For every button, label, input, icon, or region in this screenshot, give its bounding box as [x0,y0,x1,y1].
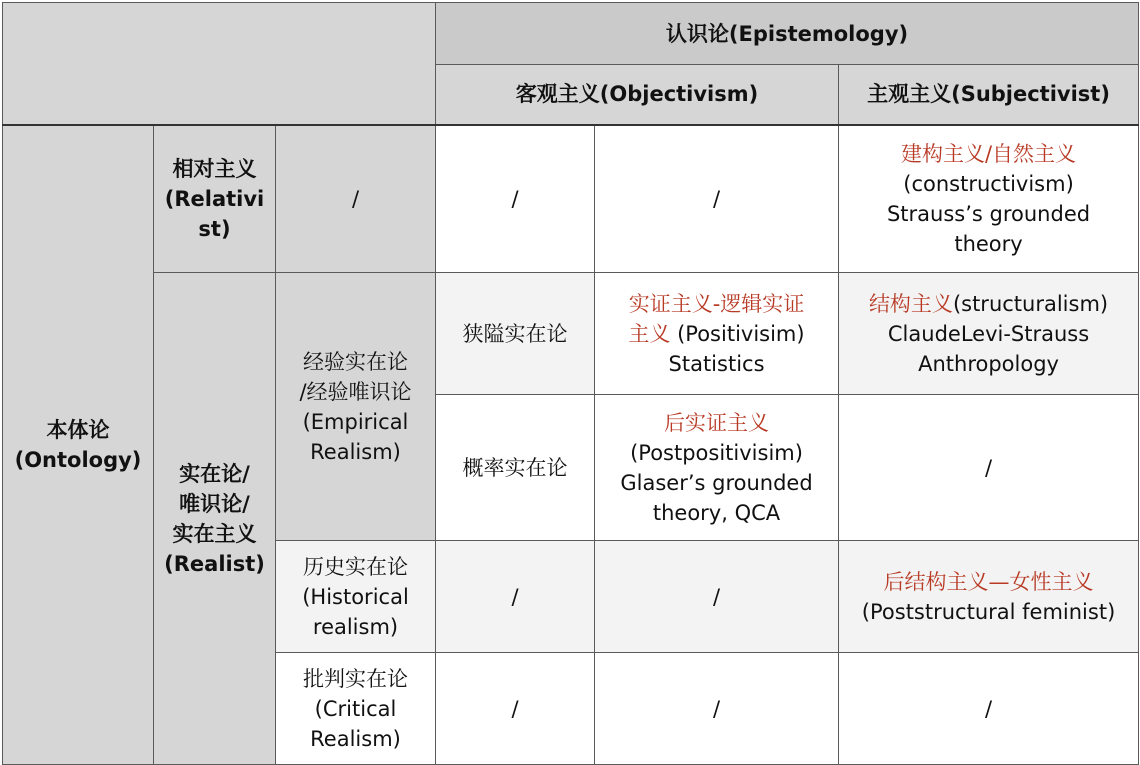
critical-obj-b-cell: / [595,653,839,765]
naive-realism-label: 狭隘实在论 [436,273,595,395]
empirical-realism-label: 经验实在论 /经验唯识论 (Empirical Realism) [276,273,436,541]
postpositivism-cell: 后实证主义 (Postpositivisim) Glaser’s grounded theory, QCA [595,395,839,541]
epistemology-header: 认识论(Epistemology) [436,3,1139,65]
poststructural-feminist-cell: 后结构主义—女性主义 (Poststructural feminist) [839,541,1139,653]
critical-obj-a-cell: / [436,653,595,765]
objectivism-header: 客观主义(Objectivism) [436,65,839,125]
historical-obj-b-cell: / [595,541,839,653]
relativist-obj-b-cell: / [595,125,839,273]
historical-realism-label: 历史实在论 (Historical realism) [276,541,436,653]
relativist-label: 相对主义 (Relativi st) [154,125,276,273]
probabilistic-realism-label: 概率实在论 [436,395,595,541]
critical-subj-cell: / [839,653,1139,765]
realist-label: 实在论/ 唯识论/ 实在主义 (Realist) [154,273,276,765]
corner-cell [3,3,436,125]
relativist-subj-cell: 建构主义/自然主义 (constructivism) Strauss’s grounded theory [839,125,1139,273]
structuralism-cell: 结构主义(structuralism) ClaudeLevi-Strauss Anthropology [839,273,1139,395]
relativist-obj-a-cell: / [436,125,595,273]
historical-obj-a-cell: / [436,541,595,653]
relativist-sub-cell: / [276,125,436,273]
critical-realism-label: 批判实在论 (Critical Realism) [276,653,436,765]
positivism-cell: 实证主义-逻辑实证 主义 (Positivisim) Statistics [595,273,839,395]
ontology-label: 本体论 (Ontology) [3,125,154,765]
subjectivist-header: 主观主义(Subjectivist) [839,65,1139,125]
probabilistic-subj-cell: / [839,395,1139,541]
ontology-epistemology-table [2,2,1139,765]
